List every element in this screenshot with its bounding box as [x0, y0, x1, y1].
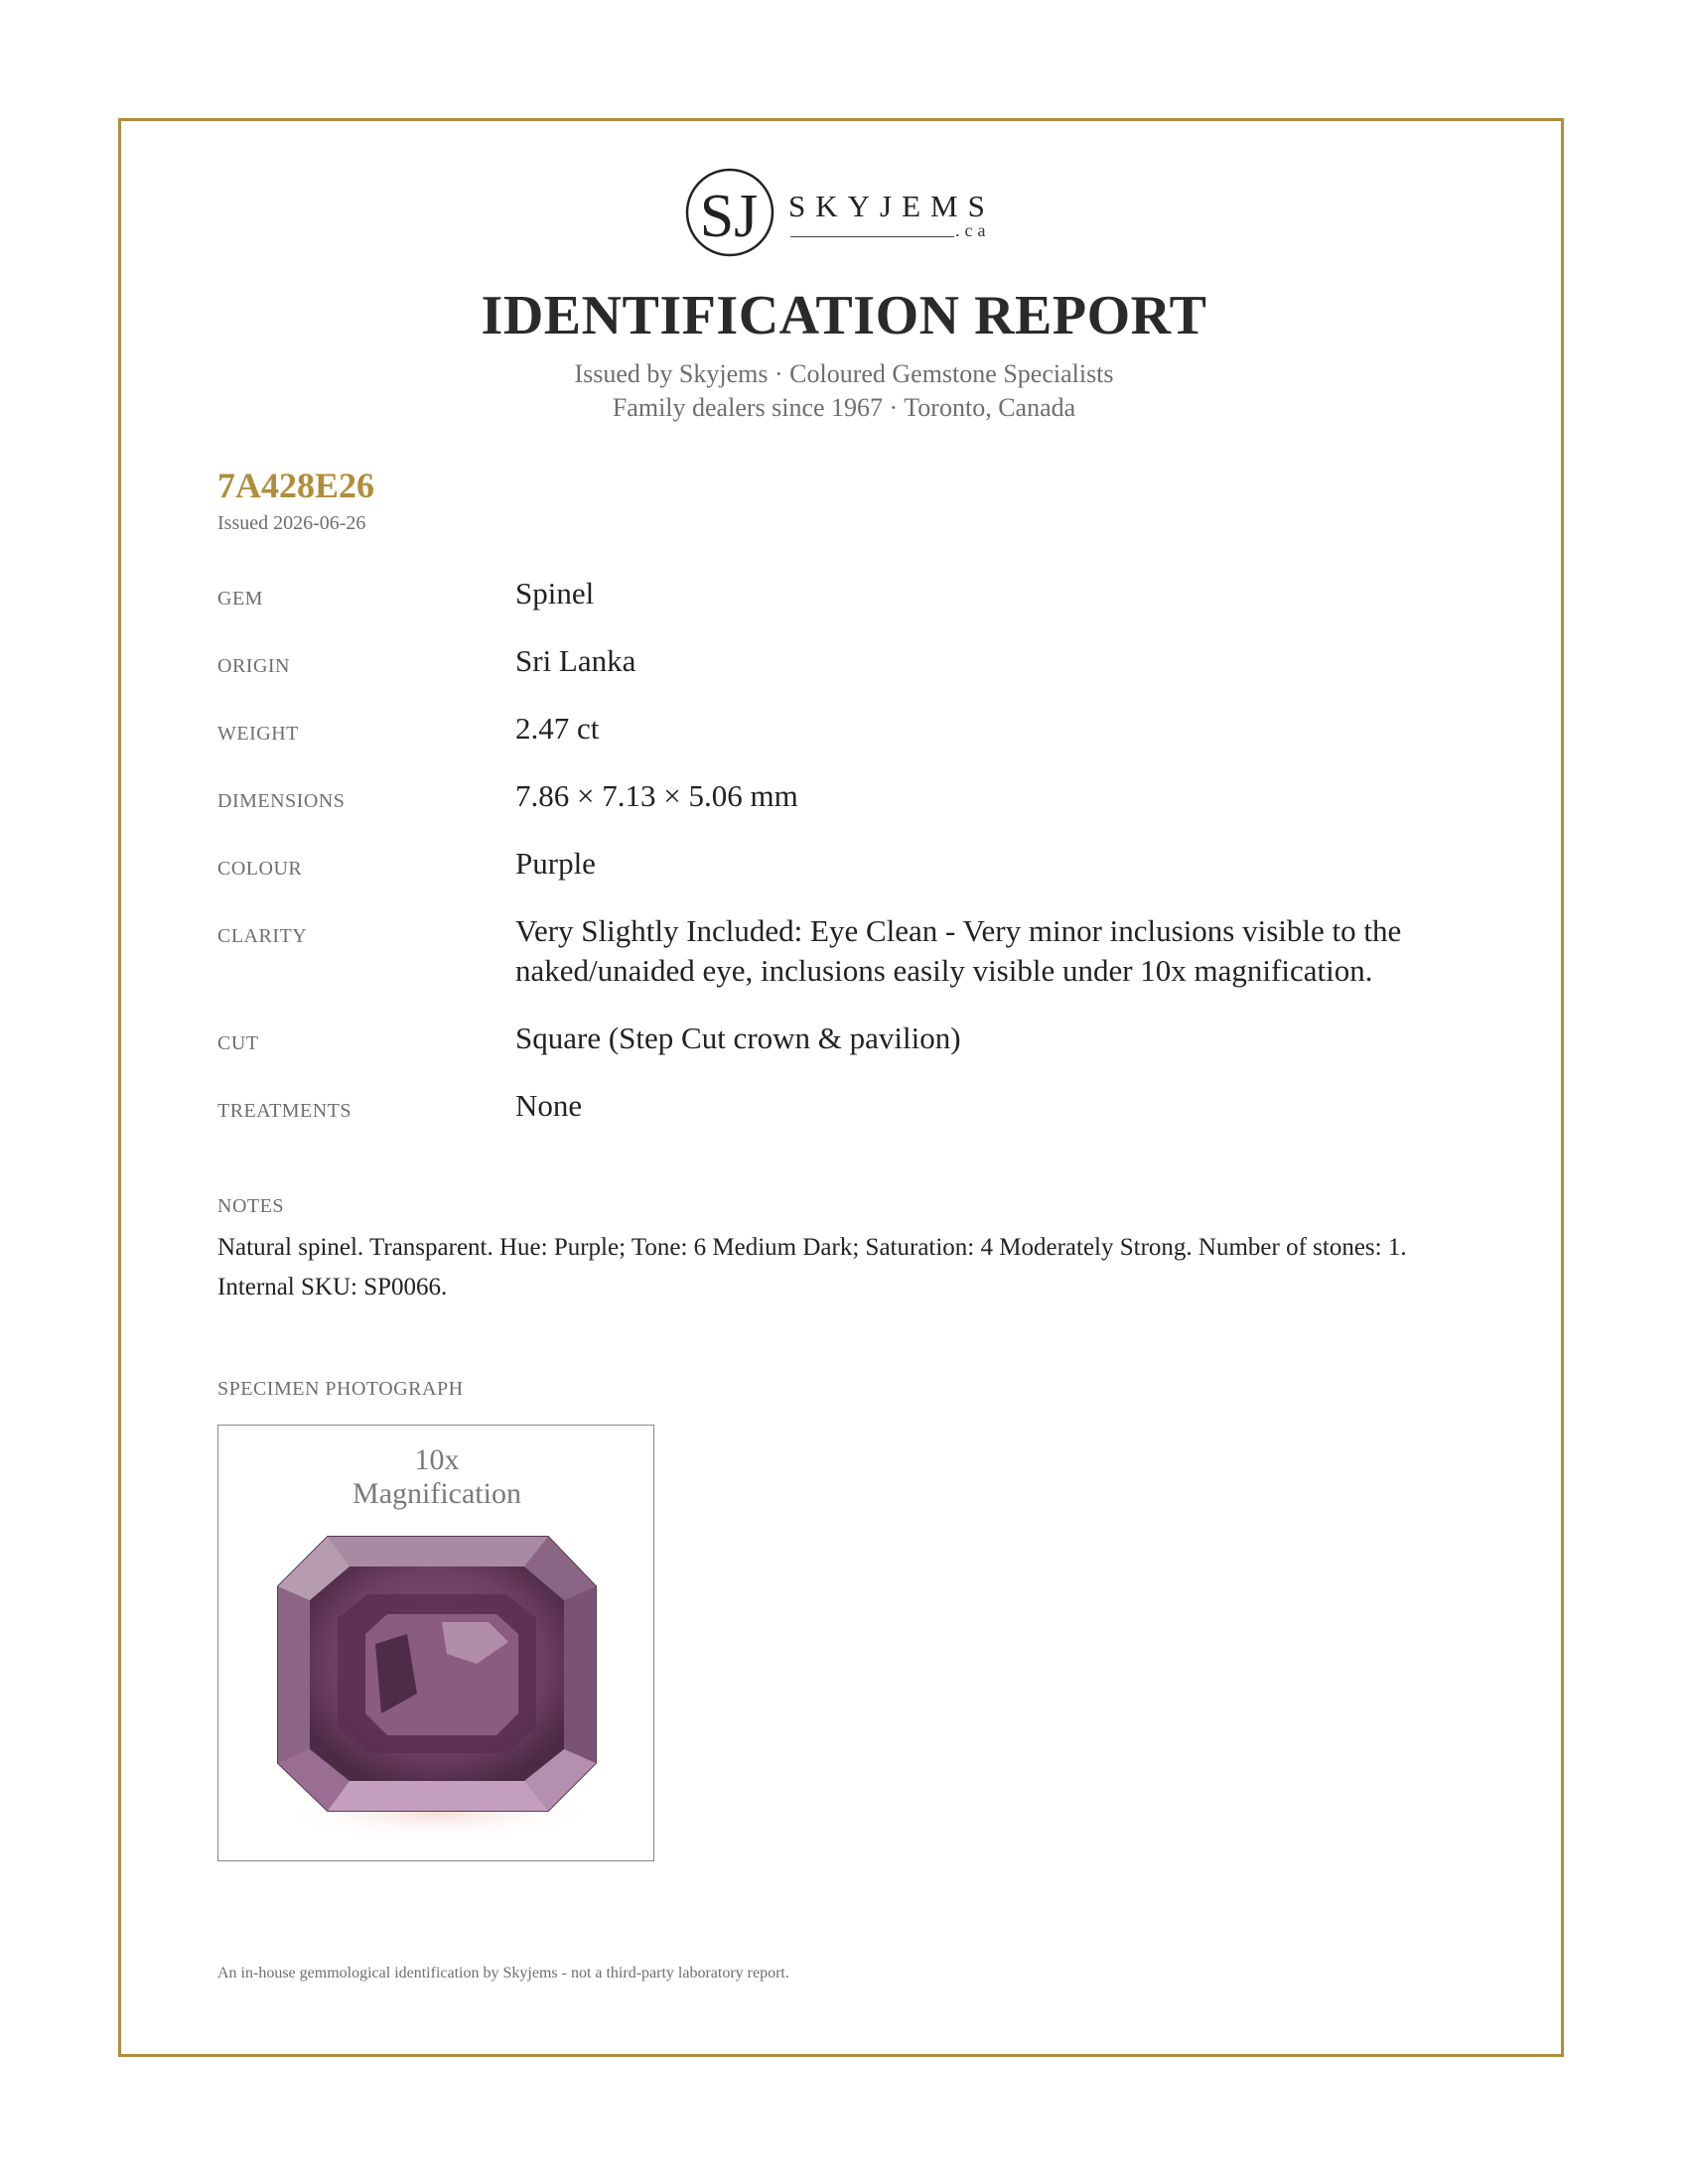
weight-value: 2.47 ct — [515, 711, 600, 746]
gem-value: Spinel — [515, 576, 595, 611]
subtitle-issuer: Issued by Skyjems · Coloured Gemstone Specialists — [574, 359, 1114, 388]
clarity-value: Very Slightly Included: Eye Clean - Very minor inclusions visible to the naked/unaided eye, inclusions easily visible under 10x magnification. — [515, 913, 1402, 988]
colour-value: Purple — [515, 846, 596, 881]
treatments-value: None — [515, 1088, 583, 1123]
magnification-label: Magnification — [352, 1477, 521, 1510]
dimensions-label: DIMENSIONS — [217, 790, 346, 812]
subtitle-location: Family dealers since 1967 · Toronto, Canada — [612, 393, 1076, 422]
origin-label: ORIGIN — [217, 655, 290, 677]
cut-label: CUT — [217, 1032, 259, 1054]
issued-date: Issued 2026-06-26 — [217, 512, 366, 534]
specimen-photo — [217, 1425, 654, 1861]
dimensions-value: 7.86 × 7.13 × 5.06 mm — [515, 778, 798, 813]
gem-label: GEM — [217, 588, 263, 610]
photo-label: SPECIMEN PHOTOGRAPH — [217, 1378, 464, 1400]
origin-value: Sri Lanka — [515, 643, 636, 678]
cut-value: Square (Step Cut crown & pavilion) — [515, 1021, 961, 1055]
logo-name: SKYJEMS — [788, 189, 995, 223]
report-id: 7A428E26 — [217, 466, 375, 505]
weight-label: WEIGHT — [217, 723, 299, 745]
disclaimer-footer: An in-house gemmological identification by Skyjems - not a third-party laboratory report. — [217, 1965, 789, 1981]
gemstone-image — [258, 1515, 616, 1843]
page-title: IDENTIFICATION REPORT — [481, 285, 1207, 346]
logo-suffix: .ca — [955, 220, 991, 240]
notes-text: Natural spinel. Transparent. Hue: Purple; Tone: 6 Medium Dark; Saturation: 4 Moderately Strong. Number of stones: 1. Internal SKU: SP0066. — [217, 1234, 1407, 1300]
logo-rule — [790, 236, 954, 237]
magnification-value: 10x — [414, 1443, 460, 1476]
svg-text:SJ: SJ — [699, 183, 759, 250]
clarity-label: CLARITY — [217, 925, 308, 947]
notes-label: NOTES — [217, 1195, 284, 1217]
colour-label: COLOUR — [217, 858, 303, 880]
treatments-label: TREATMENTS — [217, 1100, 352, 1122]
